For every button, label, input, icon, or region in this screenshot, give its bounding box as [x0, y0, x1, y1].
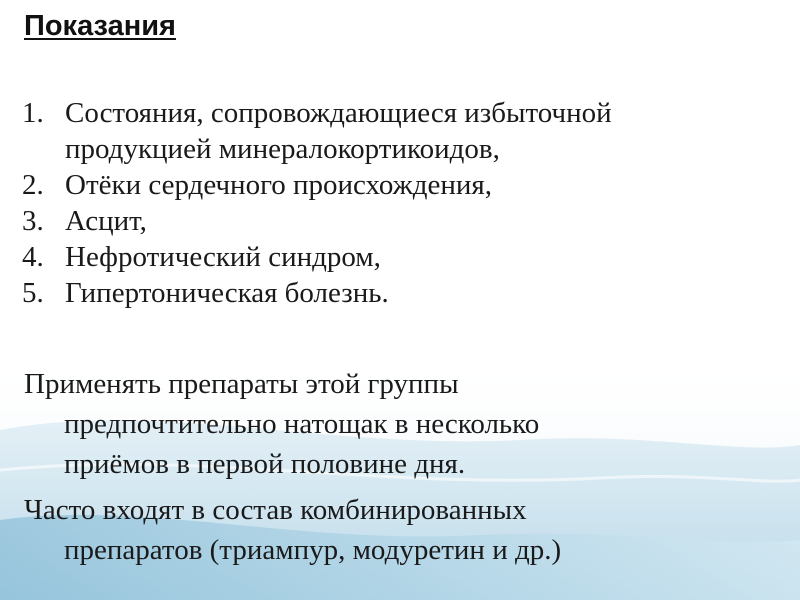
list-item-text-line: Нефротический синдром,: [65, 241, 381, 273]
list-item-text-line: Состояния, сопровождающиеся избыточной: [65, 97, 612, 129]
list-item: [0, 239, 780, 275]
paragraph-line: приёмов в первой половине дня.: [64, 448, 466, 480]
list-number: 4.: [22, 241, 44, 273]
list-item: [0, 167, 780, 203]
usage-paragraph: [24, 364, 539, 484]
list-item-text-line: Асцит,: [65, 205, 147, 237]
list-item: [0, 275, 780, 311]
list-item-text-line: Отёки сердечного происхождения,: [65, 169, 492, 201]
paragraph-line: Применять препараты этой группы: [24, 368, 459, 400]
indications-list: [0, 95, 780, 311]
combination-paragraph: [24, 490, 561, 570]
list-item: [0, 95, 780, 167]
list-number: 3.: [22, 205, 44, 237]
paragraph-line: предпочтительно натощак в несколько: [64, 408, 540, 440]
paragraph-line: препаратов (триампур, модуретин и др.): [64, 534, 562, 566]
list-item: [0, 203, 780, 239]
list-number: 5.: [22, 277, 44, 309]
list-item-text-line: Гипертоническая болезнь.: [65, 277, 389, 309]
slide-heading: Показания: [24, 10, 176, 42]
list-item-text-line: продукцией минералокортикоидов,: [65, 133, 500, 165]
paragraph-line: Часто входят в состав комбинированных: [24, 494, 527, 526]
list-number: 1.: [22, 97, 44, 129]
list-number: 2.: [22, 169, 44, 201]
